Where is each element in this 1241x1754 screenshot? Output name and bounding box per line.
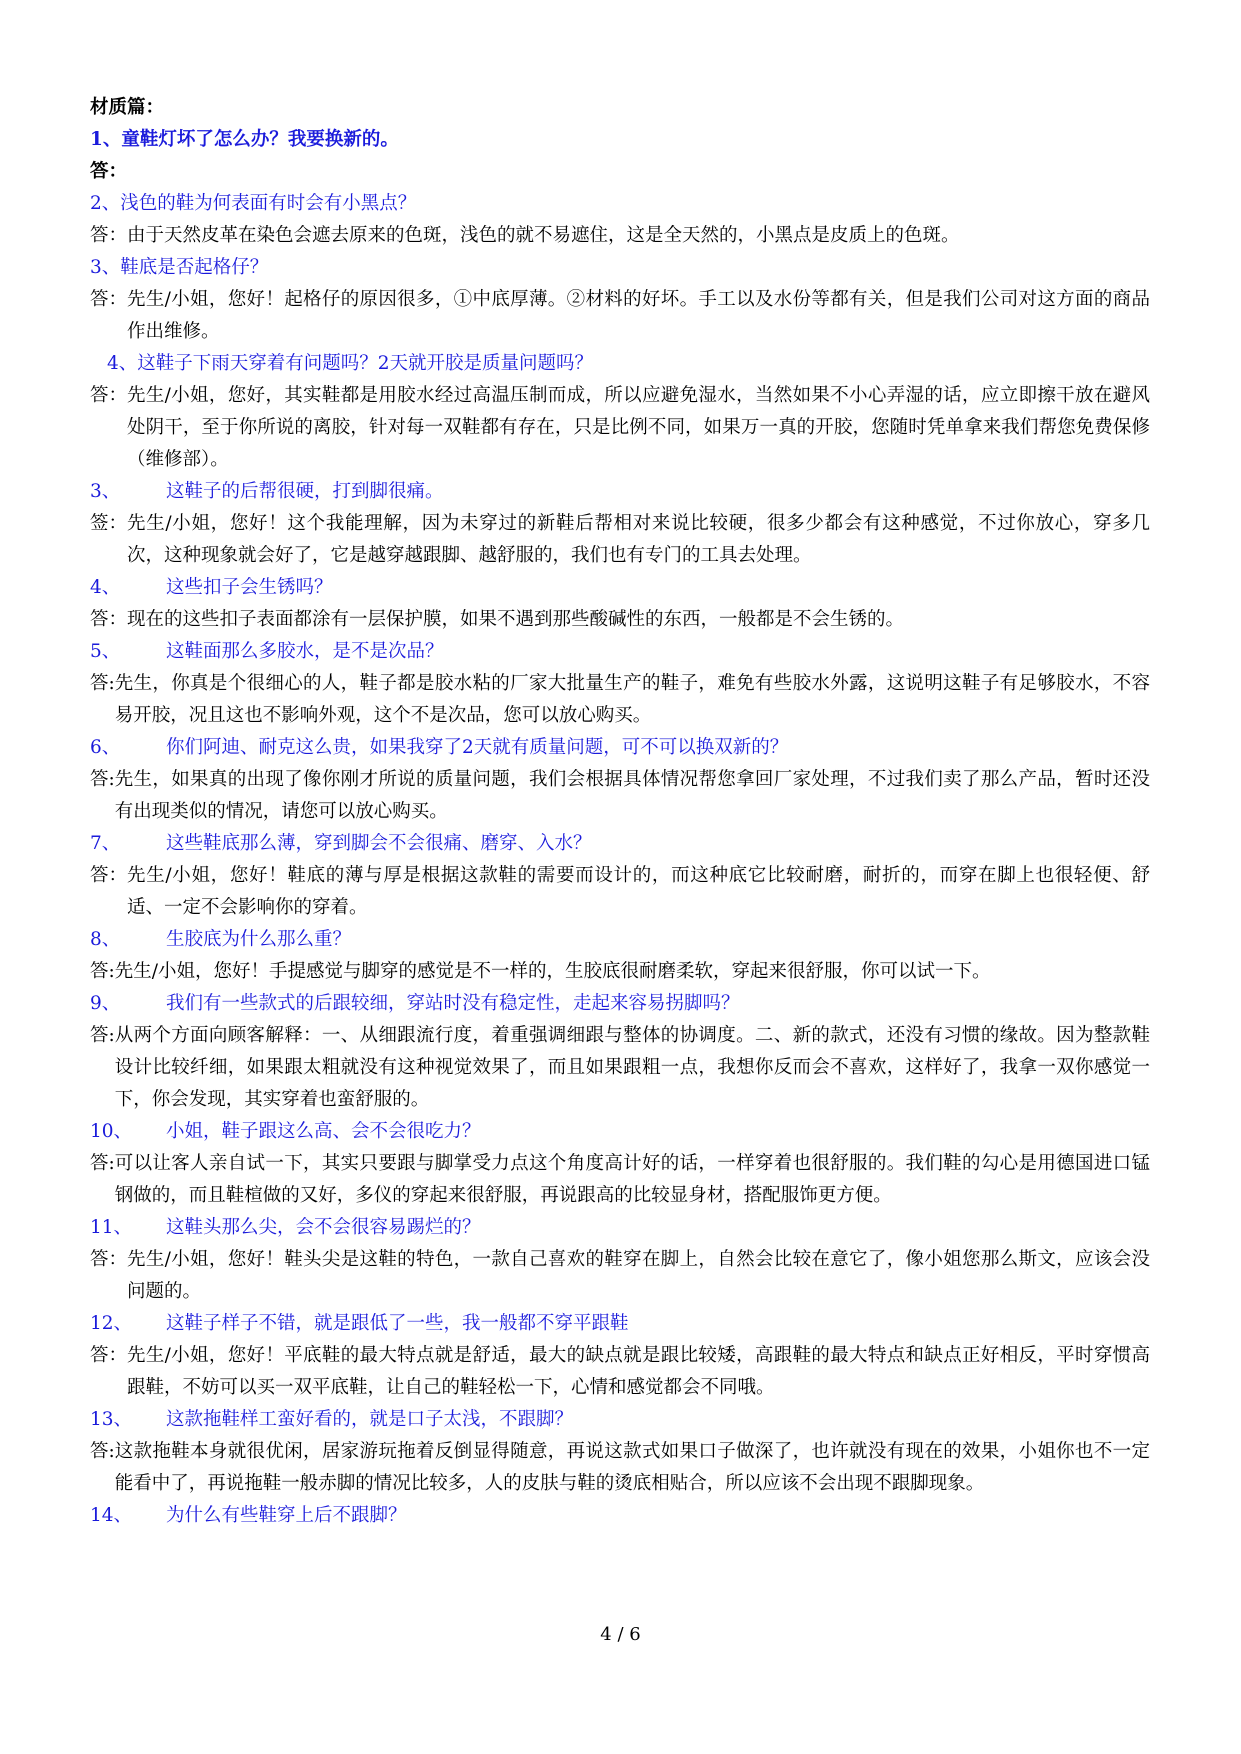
section-title: 材质篇： (90, 97, 165, 118)
page-number: 4 / 6 (600, 1624, 641, 1645)
question-3: 3、鞋底是否起格仔？ (90, 257, 269, 278)
answer-slipper: 答: 这款拖鞋本身就很优闲，居家游玩拖着反倒显得随意，再说这款式如果口子做深了，也许就没有现在的效果，小姐你也不一定能看中了，再说拖鞋一般赤脚的情况比较多，人的皮肤与鞋的烫底相贴合，所以应该不会出现不跟脚现象。 (90, 1441, 1150, 1494)
answer-thin-heel: 答: 从两个方面向顾客解释：一、从细跟流行度，着重强调细跟与整体的协调度。二、新的款式，还没有习惯的缘故。因为整款鞋设计比较纤细，如果跟太粗就没有这种视觉效果了，而且如果跟粗一点，我想你反而会不喜欢，这样好了，我拿一双你感觉一下，你会发现，其实穿着也蛮舒服的。 (90, 1025, 1150, 1110)
question-heel-hard: 3、 这鞋子的后帮很硬，打到脚很痛。 (90, 481, 444, 502)
question-slipper: 13、 这款拖鞋样工蛮好看的，就是口子太浅，不跟脚？ (90, 1409, 574, 1430)
question-exchange: 6、 你们阿迪、耐克这么贵，如果我穿了2天就有质量问题，可不可以换双新的？ (90, 737, 789, 758)
question-thin-sole: 7、 这些鞋底那么薄，穿到脚会不会很痛、磨穿、入水？ (90, 833, 592, 854)
question-pointed-toe: 11、 这鞋头那么尖，会不会很容易踢烂的？ (90, 1217, 481, 1238)
question-thin-heel: 9、 我们有一些款式的后跟较细，穿站时没有稳定性，走起来容易拐脚吗？ (90, 993, 740, 1014)
answer-rubber-heavy: 答: 先生/小姐，您好！手提感觉与脚穿的感觉是不一样的，生胶底很耐磨柔软，穿起来很舒服，你可以试一下。 (90, 961, 991, 982)
answer-buttons-rust: 答： 现在的这些扣子表面都涂有一层保护膜，如果不遇到那些酸碱性的东西，一般都是不会生锈的。 (90, 609, 905, 630)
answer-3: 答： 先生/小姐，您好！起格仔的原因很多，①中底厚薄。②材料的好坏。手工以及水份等都有关，但是我们公司对这方面的商品作出维修。 (90, 289, 1150, 342)
question-glue: 5、 这鞋面那么多胶水，是不是次品？ (90, 641, 444, 662)
question-rubber-heavy: 8、 生胶底为什么那么重？ (90, 929, 352, 950)
document-content (90, 92, 1150, 1532)
answer-2: 答： 由于天然皮革在染色会遮去原来的色斑，浅色的就不易遮住，这是全天然的，小黑点是皮质上的色斑。 (90, 225, 960, 246)
answer-glue: 答: 先生，你真是个很细心的人，鞋子都是胶水粘的厂家大批量生产的鞋子，难免有些胶水外露，这说明这鞋子有足够胶水，不容易开胶，况且这也不影响外观，这个不是次品，您可以放心购买。 (90, 673, 1150, 726)
question-buttons-rust: 4、 这些扣子会生锈吗？ (90, 577, 333, 598)
answer-exchange: 答: 先生，如果真的出现了像你刚才所说的质量问题，我们会根据具体情况帮您拿回厂家处理，不过我们卖了那么产品，暂时还没有出现类似的情况，请您可以放心购买。 (90, 769, 1150, 822)
answer-thin-sole: 答： 先生/小姐，您好！鞋底的薄与厚是根据这款鞋的需要而设计的，而这种底它比较耐磨，耐折的，而穿在脚上也很轻便、舒适、一定不会影响你的穿着。 (90, 865, 1150, 918)
question-high-heel: 10、 小姐，鞋子跟这么高、会不会很吃力？ (90, 1121, 481, 1142)
answer-4-rain: 答： 先生/小姐，您好，其实鞋都是用胶水经过高温压制而成，所以应避免湿水，当然如果不小心弄湿的话，应立即擦干放在避风处阴干，至于你所说的离胶，针对每一双鞋都有存在，只是比例不同，如果万一真的开胶，您随时凭单拿来我们帮您免费保修（维修部）。 (90, 385, 1150, 470)
first-answer-label: 答： (90, 161, 128, 182)
answer-pointed-toe: 答： 先生/小姐，您好！鞋头尖是这鞋的特色，一款自己喜欢的鞋穿在脚上，自然会比较在意它了，像小姐您那么斯文，应该会没问题的。 (90, 1249, 1150, 1302)
answer-high-heel: 答: 可以让客人亲自试一下，其实只要跟与脚掌受力点这个角度高计好的话，一样穿着也很舒服的。我们鞋的勾心是用德国进口锰钢做的，而且鞋楦做的又好，多仪的穿起来很舒服，再说跟高的比较显身材，搭配服饰更方便。 (90, 1153, 1150, 1206)
question-4-rain: 4、这鞋子下雨天穿着有问题吗？2天就开胶是质量问题吗？ (107, 353, 594, 374)
question-low-heel: 12、 这鞋子样子不错，就是跟低了一些，我一般都不穿平跟鞋 (90, 1313, 629, 1334)
question-2: 2、浅色的鞋为何表面有时会有小黑点？ (90, 193, 417, 214)
answer-heel-hard: 签： 先生/小姐，您好！这个我能理解，因为未穿过的新鞋后帮相对来说比较硬，很多少都会有这种感觉，不过你放心，穿多几次，这种现象就会好了，它是越穿越跟脚、越舒服的，我们也有专门的工具去处理。 (90, 513, 1150, 566)
first-question: 1、童鞋灯坏了怎么办？我要换新的。 (90, 129, 399, 150)
question-not-fit: 14、 为什么有些鞋穿上后不跟脚？ (90, 1505, 407, 1526)
answer-low-heel: 答： 先生/小姐，您好！平底鞋的最大特点就是舒适，最大的缺点就是跟比较矮，高跟鞋的最大特点和缺点正好相反，平时穿惯高跟鞋，不妨可以买一双平底鞋，让自己的鞋轻松一下，心情和感觉都会不同哦。 (90, 1345, 1150, 1398)
